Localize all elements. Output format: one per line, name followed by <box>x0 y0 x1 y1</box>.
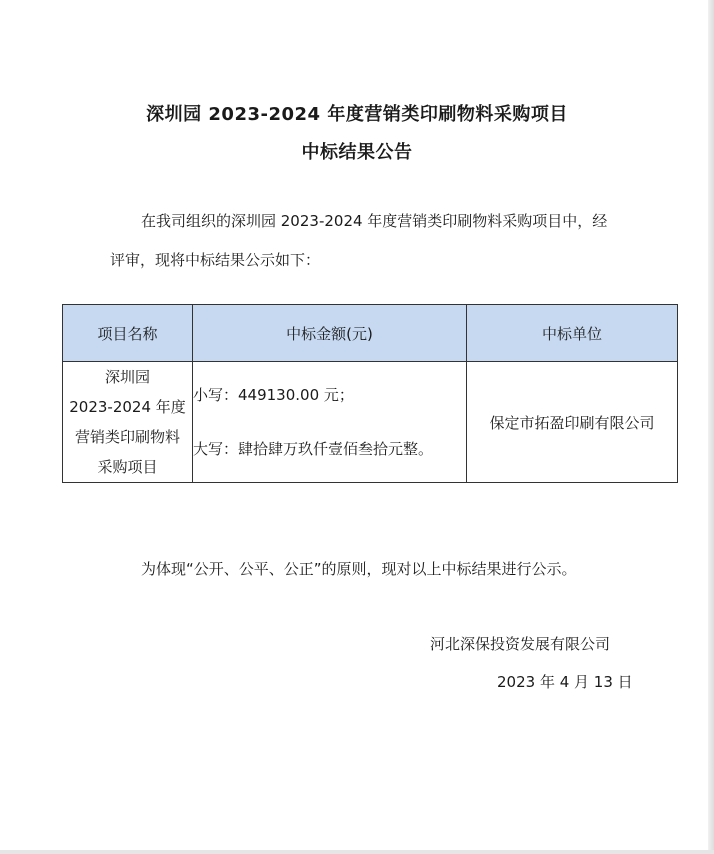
project-name-line: 深圳园 <box>104 368 150 386</box>
document-subtitle: 中标结果公告 <box>301 142 413 163</box>
table-row <box>63 362 678 483</box>
project-name-line: 采购项目 <box>97 458 158 476</box>
header-winning-bidder: 中标单位 <box>467 305 678 362</box>
header-award-amount: 中标金额(元) <box>193 305 467 362</box>
document-title: 深圳园 2023-2024 年度营销类印刷物料采购项目 <box>146 104 568 125</box>
intro-paragraph-line-1: 在我司组织的深圳园 2023-2024 年度营销类印刷物料采购项目中，经 <box>141 212 608 230</box>
amount-uppercase: 大写：肆拾肆万玖仟壹佰叁拾元整。 <box>193 440 434 458</box>
amount-lowercase: 小写：449130.00 元； <box>193 386 354 404</box>
intro-paragraph-line-2: 评审，现将中标结果公示如下： <box>110 251 321 269</box>
header-project-name: 项目名称 <box>63 305 193 362</box>
issue-date: 2023 年 4 月 13 日 <box>497 673 633 691</box>
cell-project-name <box>63 362 193 483</box>
project-name-line: 2023-2024 年度 <box>69 398 186 416</box>
award-result-table <box>62 304 678 483</box>
page-edge-bottom <box>0 850 714 854</box>
issuing-organization: 河北深保投资发展有限公司 <box>430 635 611 653</box>
page-edge-right <box>708 0 714 854</box>
publicity-statement: 为体现“公开、公平、公正”的原则，现对以上中标结果进行公示。 <box>141 560 577 578</box>
cell-winning-bidder: 保定市拓盈印刷有限公司 <box>467 362 678 483</box>
cell-award-amount <box>193 362 467 483</box>
table-header-row <box>63 305 678 362</box>
project-name-line: 营销类印刷物料 <box>74 428 180 446</box>
